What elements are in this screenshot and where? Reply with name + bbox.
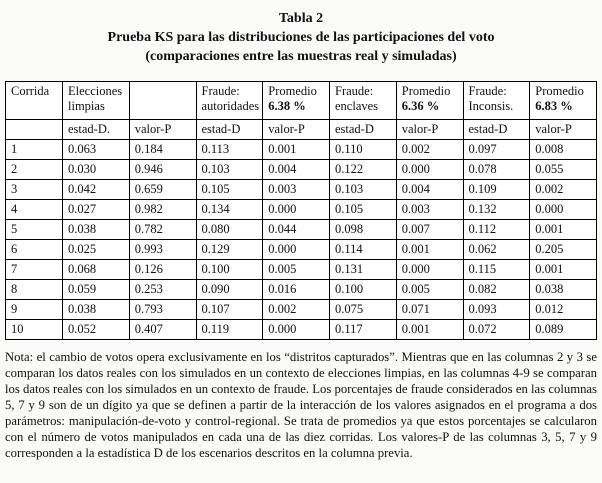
corrida-cell: 2	[6, 160, 63, 180]
data-cell: 0.184	[129, 140, 196, 160]
data-cell: 0.075	[330, 300, 397, 320]
table-header	[6, 82, 597, 140]
table-row	[6, 200, 597, 220]
subheader-cell: estad-D	[463, 120, 530, 140]
data-cell: 0.005	[396, 280, 463, 300]
data-cell: 0.030	[63, 160, 130, 180]
data-cell: 0.097	[463, 140, 530, 160]
data-cell: 0.112	[463, 220, 530, 240]
table-row	[6, 240, 597, 260]
subheader-cell	[6, 120, 63, 140]
data-cell: 0.001	[530, 260, 597, 280]
data-cell: 0.000	[530, 200, 597, 220]
table-row	[6, 260, 597, 280]
header-label: Fraude: Inconsis.	[468, 84, 514, 113]
data-cell: 0.080	[196, 220, 263, 240]
corrida-cell: 7	[6, 260, 63, 280]
data-cell: 0.089	[530, 320, 597, 340]
data-cell: 0.119	[196, 320, 263, 340]
data-cell: 0.059	[63, 280, 130, 300]
data-cell: 0.027	[63, 200, 130, 220]
header-cell-fraude-inconsis	[463, 82, 530, 120]
table-row	[6, 160, 597, 180]
data-cell: 0.063	[63, 140, 130, 160]
data-cell: 0.115	[463, 260, 530, 280]
data-cell: 0.068	[63, 260, 130, 280]
corrida-cell: 3	[6, 180, 63, 200]
header-cell-promedio-638	[263, 82, 330, 120]
data-cell: 0.002	[530, 180, 597, 200]
header-bold-value: 6.36 %	[401, 99, 440, 113]
data-cell: 0.100	[196, 260, 263, 280]
data-cell: 0.098	[330, 220, 397, 240]
data-cell: 0.038	[63, 220, 130, 240]
table-row	[6, 180, 597, 200]
table-number: Tabla 2	[278, 11, 324, 26]
corrida-cell: 6	[6, 240, 63, 260]
data-cell: 0.082	[463, 280, 530, 300]
data-cell: 0.000	[396, 160, 463, 180]
header-cell-promedio-636	[396, 82, 463, 120]
data-cell: 0.000	[263, 320, 330, 340]
data-cell: 0.038	[530, 280, 597, 300]
header-label: Promedio	[401, 84, 451, 98]
table-row	[6, 320, 597, 340]
data-cell: 0.109	[463, 180, 530, 200]
table-row	[6, 140, 597, 160]
data-cell: 0.103	[330, 180, 397, 200]
data-cell: 0.001	[396, 240, 463, 260]
data-cell: 0.052	[63, 320, 130, 340]
data-cell: 0.002	[396, 140, 463, 160]
corrida-cell: 10	[6, 320, 63, 340]
data-cell: 0.005	[263, 260, 330, 280]
subheader-cell: valor-P	[263, 120, 330, 140]
data-cell: 0.407	[129, 320, 196, 340]
data-cell: 0.016	[263, 280, 330, 300]
data-cell: 0.113	[196, 140, 263, 160]
data-cell: 0.117	[330, 320, 397, 340]
header-label: Corrida	[11, 84, 50, 98]
data-cell: 0.782	[129, 220, 196, 240]
data-cell: 0.044	[263, 220, 330, 240]
data-cell: 0.253	[129, 280, 196, 300]
header-cell-promedio-683	[530, 82, 597, 120]
data-cell: 0.004	[263, 160, 330, 180]
data-cell: 0.131	[330, 260, 397, 280]
data-cell: 0.105	[196, 180, 263, 200]
data-cell: 0.103	[196, 160, 263, 180]
data-cell: 0.110	[330, 140, 397, 160]
table-note: Nota: el cambio de votos opera exclusivamente en los “distritos capturados”. Mientras que en las columnas 2 y 3 se comparan los datos reales con los simulados en un contexto de elecciones limpias, en las columnas 4-9 se comparan los datos reales con los simulados en un contexto de fraude. Los porcentajes de fraude considerados en las columnas 5, 7 y 9 son de un dígito ya que se definen a partir de la interacción de los valores asignados en el programa a dos parámetros: manipulación-de-voto y control-regional. Se trata de promedios ya que estos porcentajes se calcularon con el número de votos manipulados en cada una de las diez corridas. Los valores-P de las columnas 3, 5, 7 y 9 corresponden a la estadística D de los escenarios descritos en la columna previa.	[5, 350, 597, 460]
corrida-cell: 9	[6, 300, 63, 320]
data-cell: 0.008	[530, 140, 597, 160]
subheader-cell: valor-P	[530, 120, 597, 140]
data-cell: 0.003	[396, 200, 463, 220]
data-cell: 0.090	[196, 280, 263, 300]
table-row	[6, 300, 597, 320]
data-cell: 0.002	[263, 300, 330, 320]
table-caption: Prueba KS para las distribuciones de las participaciones del voto	[107, 30, 495, 45]
data-cell: 0.042	[63, 180, 130, 200]
data-cell: 0.003	[263, 180, 330, 200]
data-cell: 0.793	[129, 300, 196, 320]
data-cell: 0.982	[129, 200, 196, 220]
data-cell: 0.993	[129, 240, 196, 260]
subheader-cell: valor-P	[396, 120, 463, 140]
header-groups-row	[6, 82, 597, 120]
data-cell: 0.105	[330, 200, 397, 220]
header-cell-elecciones-limpias	[63, 82, 130, 120]
subheader-cell: estad-D.	[63, 120, 130, 140]
subheader-cell: valor-P	[129, 120, 196, 140]
table-row	[6, 280, 597, 300]
header-label: Promedio	[535, 84, 584, 98]
ks-test-table	[5, 81, 597, 340]
corrida-cell: 1	[6, 140, 63, 160]
data-cell: 0.100	[330, 280, 397, 300]
corrida-cell: 5	[6, 220, 63, 240]
header-label: Promedio	[268, 84, 317, 98]
data-cell: 0.129	[196, 240, 263, 260]
data-cell: 0.114	[330, 240, 397, 260]
data-cell: 0.205	[530, 240, 597, 260]
data-cell: 0.062	[463, 240, 530, 260]
data-cell: 0.000	[263, 200, 330, 220]
header-bold-value: 6.83 %	[535, 99, 573, 113]
subheader-cell: estad-D	[196, 120, 263, 140]
data-cell: 0.000	[263, 240, 330, 260]
data-cell: 0.659	[129, 180, 196, 200]
header-cell-empty	[129, 82, 196, 120]
header-measures-row	[6, 120, 597, 140]
header-bold-value: 6.38 %	[268, 99, 306, 113]
data-cell: 0.001	[530, 220, 597, 240]
data-cell: 0.012	[530, 300, 597, 320]
data-cell: 0.055	[530, 160, 597, 180]
data-cell: 0.001	[396, 320, 463, 340]
data-cell: 0.126	[129, 260, 196, 280]
subheader-cell: estad-D	[330, 120, 397, 140]
data-cell: 0.007	[396, 220, 463, 240]
corrida-cell: 4	[6, 200, 63, 220]
data-cell: 0.000	[396, 260, 463, 280]
table-title-block	[5, 7, 597, 66]
data-cell: 0.025	[63, 240, 130, 260]
data-cell: 0.071	[396, 300, 463, 320]
data-cell: 0.093	[463, 300, 530, 320]
header-label: Fraude: autoridades	[201, 84, 260, 113]
data-cell: 0.078	[463, 160, 530, 180]
data-cell: 0.107	[196, 300, 263, 320]
table-body	[6, 140, 597, 340]
data-cell: 0.004	[396, 180, 463, 200]
corrida-cell: 8	[6, 280, 63, 300]
data-cell: 0.946	[129, 160, 196, 180]
data-cell: 0.001	[263, 140, 330, 160]
data-cell: 0.038	[63, 300, 130, 320]
data-cell: 0.122	[330, 160, 397, 180]
data-cell: 0.072	[463, 320, 530, 340]
header-label: Elecciones limpias	[68, 84, 123, 113]
data-cell: 0.134	[196, 200, 263, 220]
header-cell-fraude-enclaves	[330, 82, 397, 120]
table-subcaption: (comparaciones entre las muestras real y simuladas)	[145, 49, 457, 64]
header-cell-corrida	[6, 82, 63, 120]
table-row	[6, 220, 597, 240]
header-cell-fraude-autoridades	[196, 82, 263, 120]
header-label: Fraude: enclaves	[335, 84, 379, 113]
data-cell: 0.132	[463, 200, 530, 220]
